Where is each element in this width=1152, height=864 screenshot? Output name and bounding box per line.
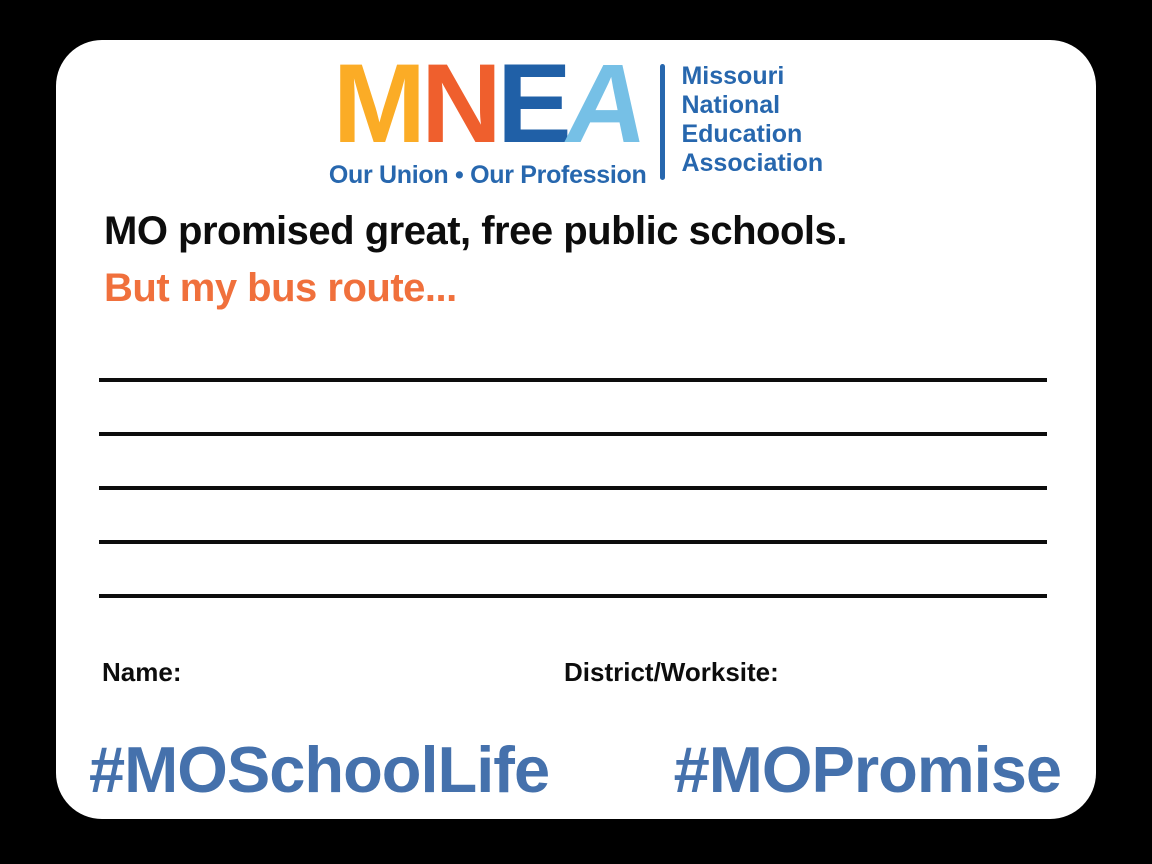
prompt-block xyxy=(104,211,1048,308)
logo-divider xyxy=(660,64,665,180)
comment-card xyxy=(56,40,1096,819)
hashtag-moschoollife: #MOSchoolLife xyxy=(89,733,550,806)
writing-lines xyxy=(99,378,1047,648)
logo-letter-m: M xyxy=(332,41,422,166)
name-label: Name: xyxy=(102,657,182,687)
mnea-logo-lockup xyxy=(56,41,1096,190)
logo-letter-n: N xyxy=(421,41,497,166)
mnea-logo-letters xyxy=(332,41,652,166)
org-name xyxy=(681,62,823,178)
org-name-line: Missouri xyxy=(681,62,785,90)
hashtag-mopromise: #MOPromise xyxy=(673,733,1061,806)
writing-line xyxy=(99,486,1047,490)
org-name-line: National xyxy=(681,91,781,119)
writing-line xyxy=(99,432,1047,436)
headline: MO promised great, free public schools. xyxy=(104,209,847,253)
mnea-logo xyxy=(328,41,652,190)
logo-letter-e: E xyxy=(496,41,567,166)
org-name-line: Association xyxy=(681,149,824,177)
writing-line xyxy=(99,594,1047,598)
logo-tagline: Our Union • Our Profession xyxy=(328,161,647,190)
writing-line xyxy=(99,378,1047,382)
subline: But my bus route... xyxy=(104,266,457,310)
page xyxy=(0,40,1152,864)
district-worksite-label: District/Worksite: xyxy=(564,657,779,687)
writing-line xyxy=(99,540,1047,544)
hashtags-row xyxy=(89,733,1061,806)
org-name-line: Education xyxy=(681,120,803,148)
logo-letter-a: A xyxy=(557,41,652,166)
form-labels xyxy=(56,657,1096,693)
